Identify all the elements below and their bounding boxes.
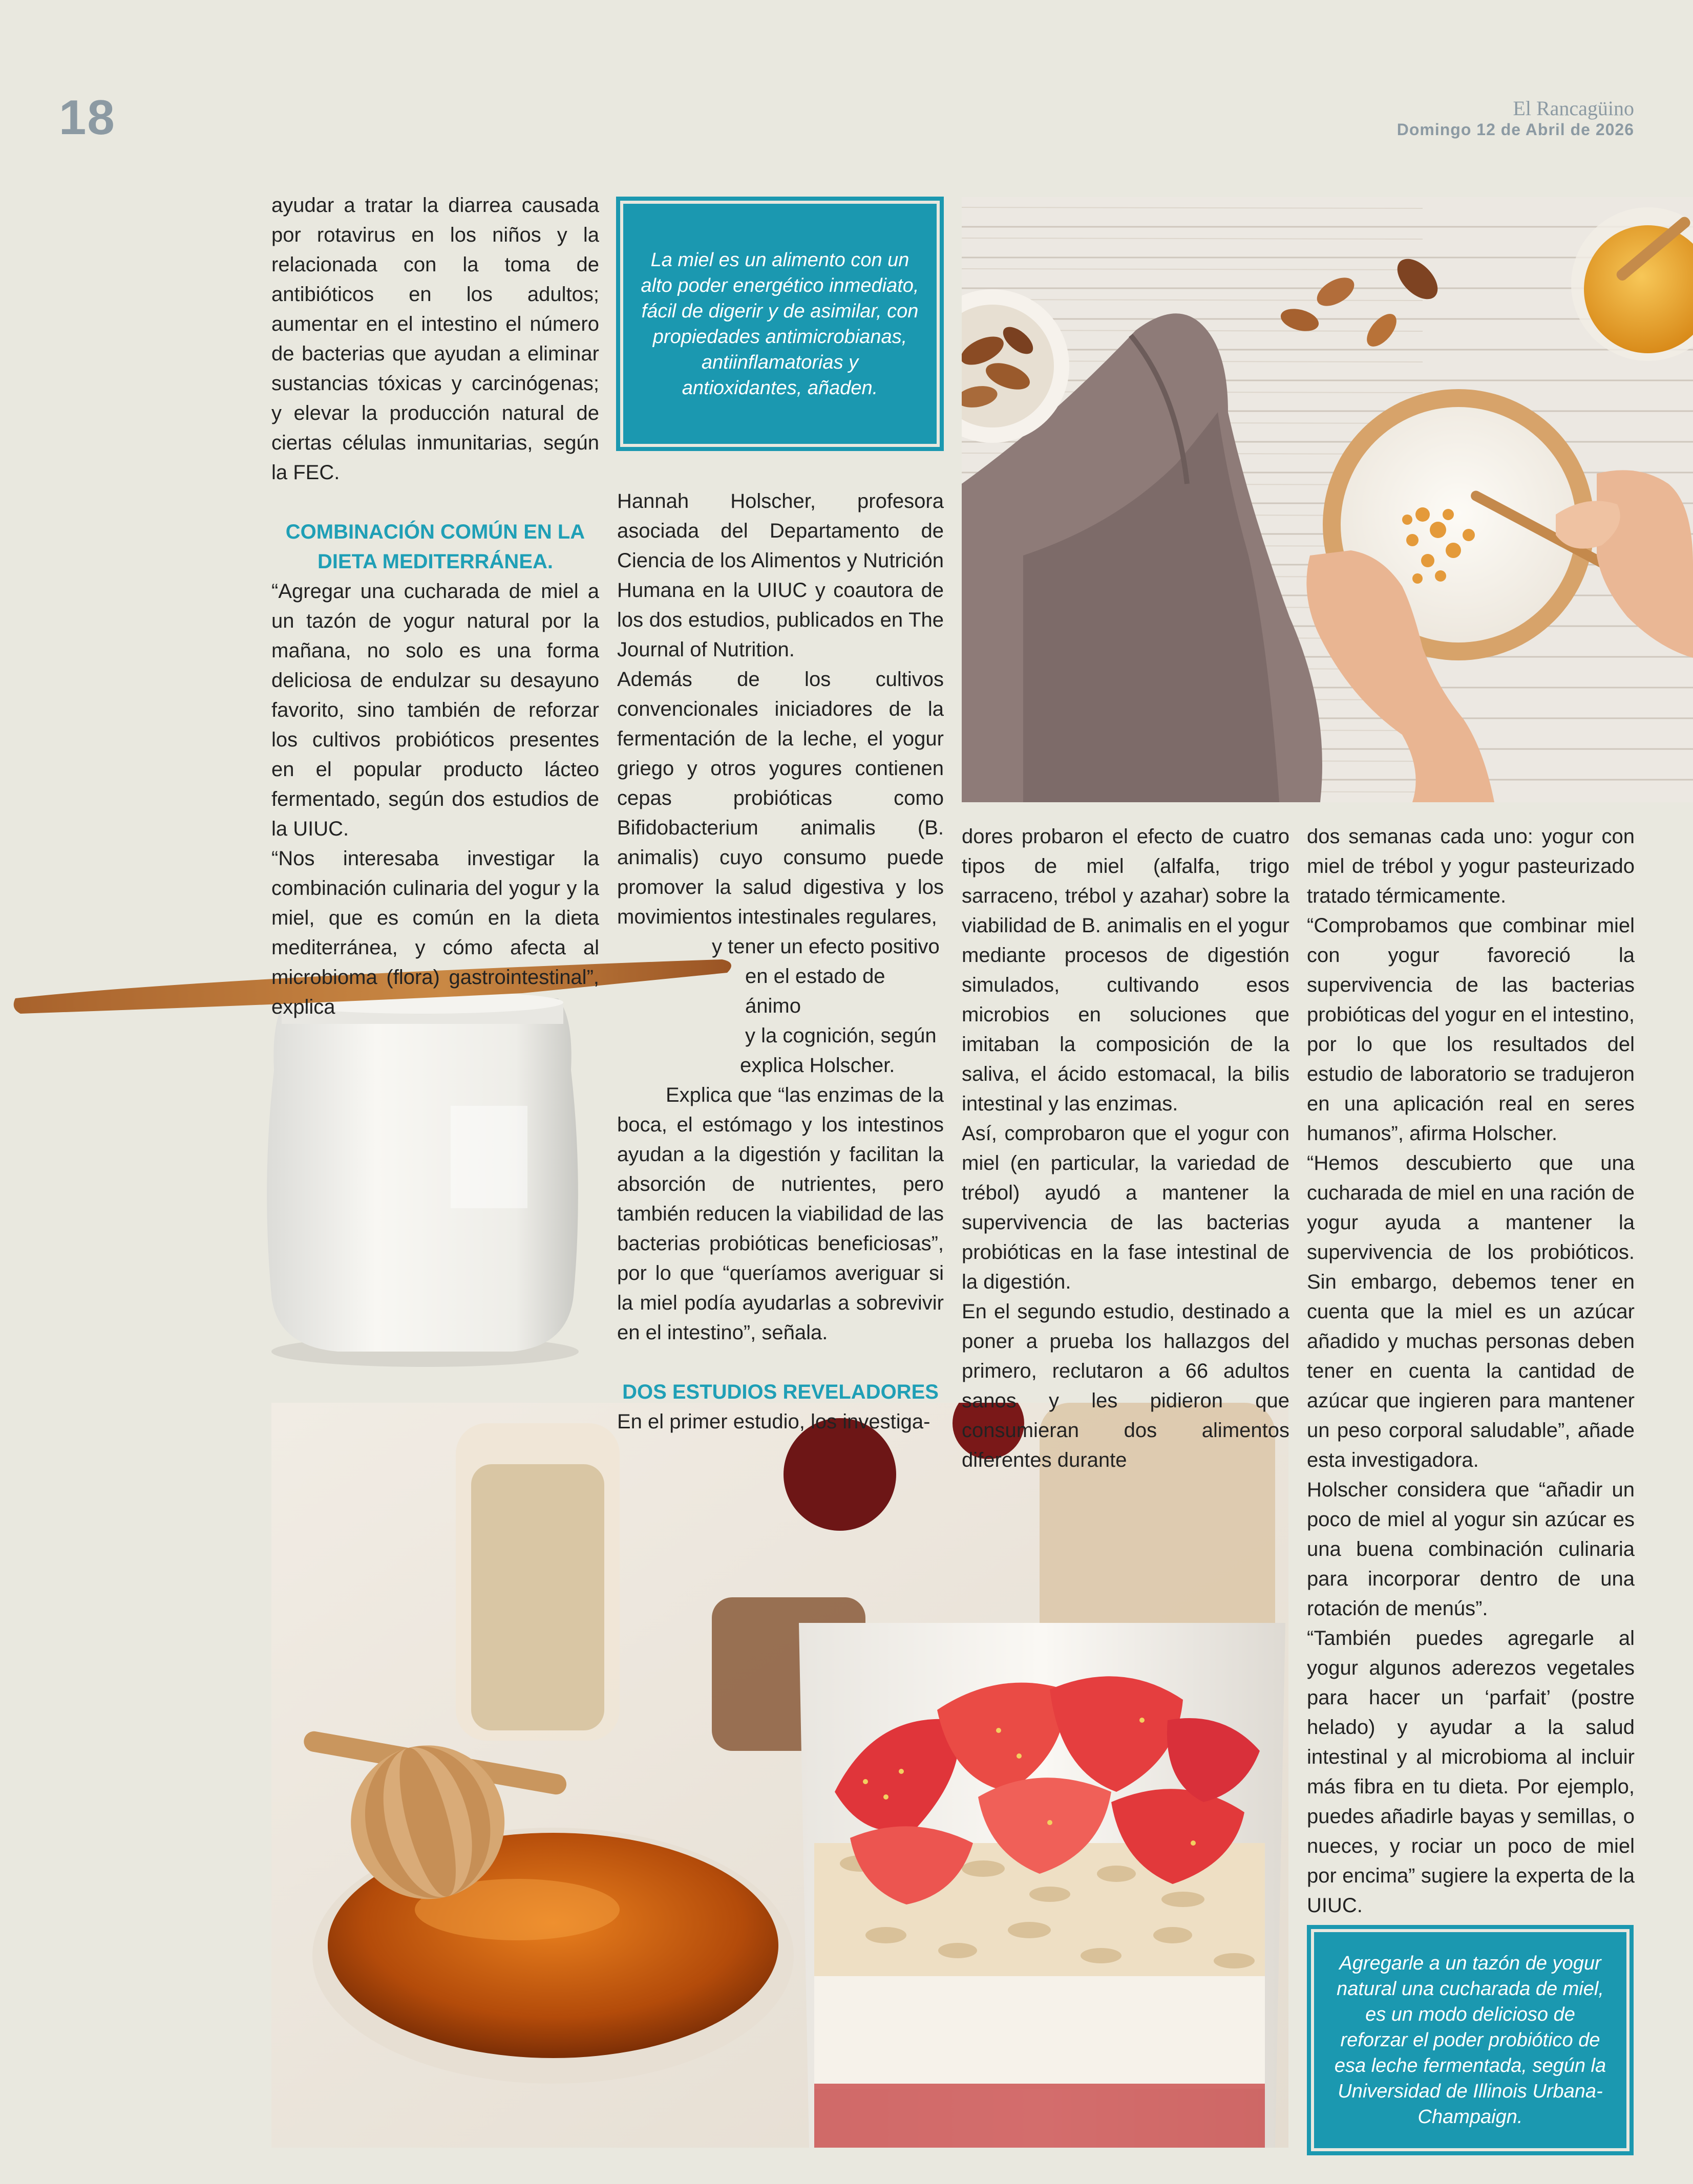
section-heading-studies: DOS ESTUDIOS REVELADORES xyxy=(622,1381,939,1403)
callout-bottom xyxy=(1307,1925,1634,2155)
col2-wrap-line-4: explica Holscher. xyxy=(740,1054,895,1077)
col2-paragraph-2: Además de los cultivos convencionales iniciadores de la fermentación de la leche, el yogur griego y otros yogures contienen cepas probióticas como Bifidobacterium animalis (B. animalis) cuyo consumo puede promover la salud digestiva y los movimientos intestinales regulares, xyxy=(617,668,944,928)
col1-paragraph-1: ayudar a tratar la diarrea causada por rotavirus en los niños y la relacionada con la toma de antibióticos en los adultos; aumentar en el intestino el número de bacterias que ayudan a eliminar sustancias tóxicas y carcinógenas; y elevar la producción natural de ciertas células inmunitarias, según la FEC. xyxy=(271,194,599,484)
col2-wrap-line-2: en el estado de ánimo xyxy=(745,965,885,1017)
col4-paragraph-1: dos semanas cada uno: yogur con miel de trébol y yogur pasteurizado tratado térmicamente. xyxy=(1307,825,1635,907)
col3-paragraph-1: dores probaron el efecto de cuatro tipos de miel (alfalfa, trigo sarraceno, trébol y azahar) sobre la viabilidad de B. animalis en el yogur mediante procesos de digestión simulados, cultivando esos microbios en soluciones que imitaban la composición de la saliva, el ácido estomacal, la bilis intestinal y las enzimas. xyxy=(962,825,1289,1115)
publication-name: El Rancagüino xyxy=(1513,97,1634,120)
callout-bottom-text: Agregarle a un tazón de yogur natural una cucharada de miel, es un modo delicioso de reforzar el poder probiótico de esa leche fermentada, según la Universidad de Illinois Urbana-Champaign. xyxy=(1334,1953,1606,2128)
section-heading-mediterranean: COMBINACIÓN COMÚN EN LA DIETA MEDITERRÁNEA. xyxy=(285,521,585,573)
col3-paragraph-2: Así, comprobaron que el yogur con miel (en particular, la variedad de trébol) ayudó a mantener la supervivencia de las bacterias probióticas en la fase intestinal de la digestión. xyxy=(962,1122,1289,1293)
col2-paragraph-4: En el primer estudio, los investiga- xyxy=(617,1410,930,1433)
col1-paragraph-3: “Nos interesaba investigar la combinación culinaria del yogur y la miel, que es común en la dieta mediterránea, y cómo afecta al microbioma (flora) gastrointestinal”, explica xyxy=(271,847,599,1018)
col2-paragraph-3: Explica que “las enzimas de la boca, el estómago y los intestinos ayudan a la digestión y facilitan la absorción de nutrientes, pero también reducen la viabilidad de las bacterias probióticas beneficiosas”, por lo que “queríamos averiguar si la miel podía ayudarlas a sobrevivir en el intestino”, señala. xyxy=(617,1084,944,1344)
col1-paragraph-2: “Agregar una cucharada de miel a un tazón de yogur natural por la mañana, no solo es una forma deliciosa de endulzar su desayuno favorito, sino también de reforzar los cultivos probióticos presentes en el popular producto lácteo fermentado, según dos estudios de la UIUC. xyxy=(271,580,599,840)
column-4 xyxy=(1307,822,1635,1920)
yogurt-bowl-photo xyxy=(962,197,1693,802)
col2-wrap-line-3: y la cognición, según xyxy=(745,1024,937,1047)
col2-paragraph-1: Hannah Holscher, profesora asociada del Departamento de Ciencia de los Alimentos y Nutrición Humana en la UIUC y coautora de los dos estudios, publicados en The Journal of Nutrition. xyxy=(617,490,944,661)
col3-paragraph-3: En el segundo estudio, destinado a poner a prueba los hallazgos del primero, reclutaron a 66 adultos sanos y les pidieron que consumieran dos alimentos diferentes durante xyxy=(962,1300,1289,1471)
page-number: 18 xyxy=(59,90,116,145)
publication-date: Domingo 12 de Abril de 2026 xyxy=(1396,120,1634,139)
masthead xyxy=(1397,97,1634,139)
callout-top-text: La miel es un alimento con un alto poder energético inmediato, fácil de digerir y de asimilar, con propiedades antimicrobianas, antiinflamatorias y antioxidantes, añaden. xyxy=(641,249,919,399)
column-1 xyxy=(271,190,599,1022)
column-2 xyxy=(617,486,944,1437)
col2-wrap-line-1: y tener un efecto positivo xyxy=(712,935,940,958)
col4-paragraph-3: “Hemos descubierto que una cucharada de miel en una ración de yogur ayuda a mantener la supervivencia de los probióticos. Sin embargo, debemos tener en cuenta que la miel es un azúcar añadido y muchas personas deben tener en cuenta la cantidad de azúcar que ingieren para mantener un peso corporal saludable”, añade esta investigadora. xyxy=(1307,1152,1635,1471)
parfait-honey-photo xyxy=(271,1403,1288,2148)
column-3 xyxy=(962,822,1289,1475)
col4-paragraph-5: “También puedes agregarle al yogur algunos aderezos vegetales para hacer un ‘parfait’ (postre helado) y ayudar a la salud intestinal y al microbioma al incluir más fibra en tu dieta. Por ejemplo, puedes añadirle bayas y semillas, o nueces, y rociar un poco de miel por encima” sugiere la experta de la UIUC. xyxy=(1307,1627,1635,1917)
col4-paragraph-2: “Comprobamos que combinar miel con yogur favoreció la supervivencia de las bacterias probióticas del yogur en el intestino, por lo que los resultados del estudio de laboratorio se tradujeron en una aplicación real en seres humanos”, afirma Holscher. xyxy=(1307,914,1635,1145)
callout-top xyxy=(616,197,944,451)
col4-paragraph-4: Holscher considera que “añadir un poco de miel al yogur sin azúcar es una buena combinación culinaria para incorporar dentro de una rotación de menús”. xyxy=(1307,1479,1635,1620)
